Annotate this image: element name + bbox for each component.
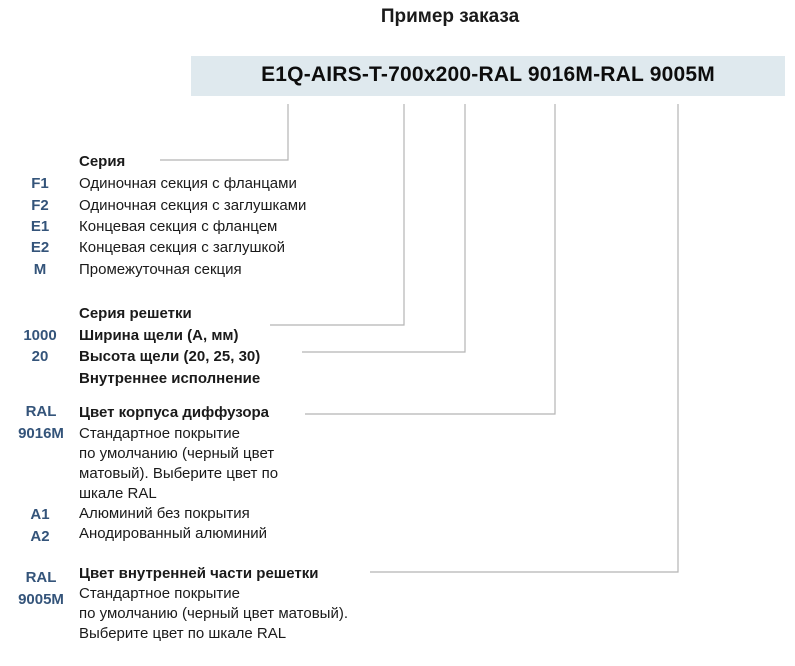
body-color-option-label: Анодированный алюминий <box>79 525 268 542</box>
body-color-option-label: Алюминий без покрытия <box>79 505 250 522</box>
body-color-option-code: A1 <box>30 506 50 523</box>
leader-inner-color <box>370 104 678 572</box>
series-label: Промежуточная секция <box>79 261 242 278</box>
body-color-code-ral: RAL <box>25 403 57 420</box>
series-code: E1 <box>30 218 50 235</box>
series-label: Одиночная секция с фланцами <box>79 175 297 192</box>
page-title: Пример заказа <box>380 6 520 27</box>
series-code: E2 <box>30 239 50 256</box>
width-label: Ширина щели (A, мм) <box>79 327 239 344</box>
internal-label: Внутреннее исполнение <box>79 370 261 387</box>
series-code: F1 <box>31 175 49 192</box>
leader-height <box>302 104 465 352</box>
height-label: Высота щели (20, 25, 30) <box>79 348 261 365</box>
series-code: M <box>33 261 47 278</box>
body-color-desc-line: Стандартное покрытие <box>79 425 241 442</box>
leader-series <box>160 104 288 160</box>
inner-color-code-number: 9005M <box>18 591 64 608</box>
inner-color-desc-line: Выберите цвет по шкале RAL <box>79 625 287 642</box>
grille-heading: Серия решетки <box>79 305 192 322</box>
series-label: Концевая секция с заглушкой <box>79 239 285 256</box>
body-color-desc-line: по умолчанию (черный цвет <box>79 445 275 462</box>
inner-color-code-ral: RAL <box>25 569 57 586</box>
body-color-option-code: A2 <box>30 528 50 545</box>
body-color-desc-line: матовый). Выберите цвет по <box>79 465 279 482</box>
series-label: Концевая секция с фланцем <box>79 218 278 235</box>
height-code: 20 <box>31 348 49 365</box>
series-label: Одиночная секция с заглушками <box>79 197 307 214</box>
series-code: F2 <box>31 197 49 214</box>
inner-color-heading: Цвет внутренней части решетки <box>79 565 319 582</box>
series-heading: Серия <box>79 153 126 170</box>
body-color-heading: Цвет корпуса диффузора <box>79 404 270 421</box>
inner-color-desc-line: по умолчанию (черный цвет матовый). <box>79 605 348 622</box>
body-color-desc-line: шкале RAL <box>79 485 157 502</box>
width-code: 1000 <box>23 327 57 344</box>
order-code: E1Q-AIRS-T-700x200-RAL 9016M-RAL 9005M <box>261 63 715 86</box>
inner-color-desc-line: Стандартное покрытие <box>79 585 241 602</box>
body-color-code-number: 9016M <box>18 425 64 442</box>
leader-body-color <box>305 104 555 414</box>
